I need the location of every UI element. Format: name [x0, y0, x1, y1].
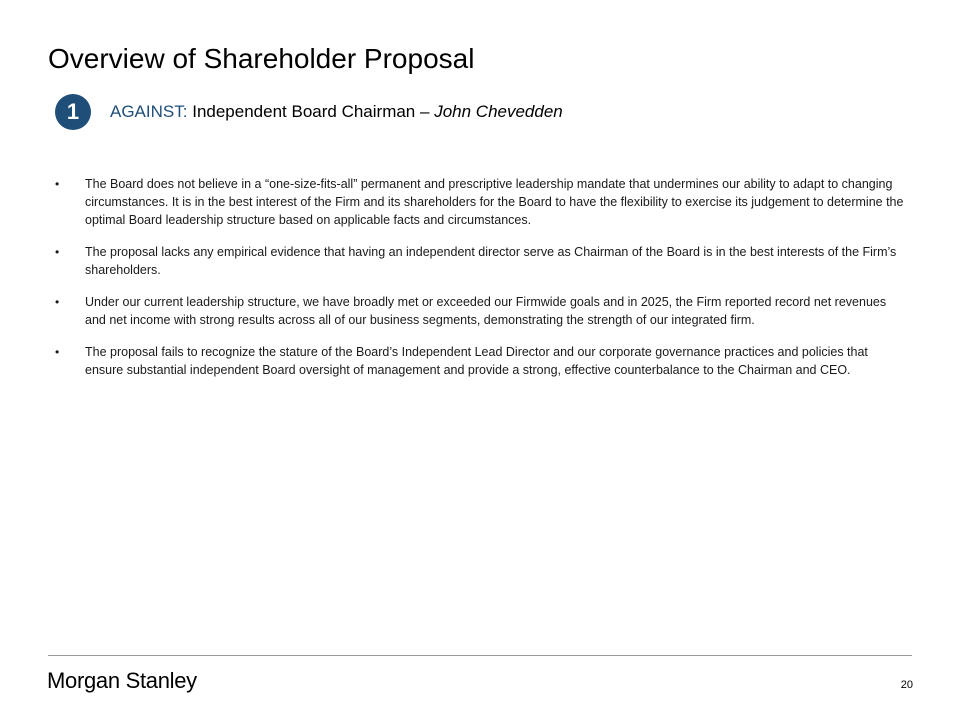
vote-recommendation: AGAINST: [110, 102, 183, 121]
list-item: [54, 343, 904, 379]
bullet-text: The proposal lacks any empirical evidence that having an independent director serve as Chairman of the Board is in the best interests of the Firm’s shareholders.: [85, 245, 897, 277]
proposal-header: [55, 94, 563, 130]
bullet-icon: •: [55, 295, 60, 309]
proposal-title: [110, 101, 563, 123]
bullet-text: The proposal fails to recognize the stature of the Board’s Independent Lead Director and our corporate governance practices and policies that ensure substantial independent Board oversight of management and provide a strong, effective counterbalance to the Chairman and CEO.: [85, 345, 868, 377]
bullet-text: The Board does not believe in a “one-size-fits-all” permanent and prescriptive leadership mandate that undermines our ability to adapt to changing circumstances. It is in the best interest of the Firm and its shareholders for the Board to have the flexibility to exercise its judgement to determine the optimal Board leadership structure based on applicable facts and circumstances.: [85, 177, 904, 227]
vote-separator: :: [182, 102, 188, 121]
bullet-icon: •: [55, 345, 60, 359]
proposal-number-badge: 1: [55, 94, 91, 130]
bullet-list: [54, 175, 904, 393]
proposal-dash: –: [420, 102, 430, 121]
footer-divider: [48, 655, 912, 656]
page-number: 20: [900, 679, 913, 691]
list-item: [54, 175, 904, 229]
bullet-text: Under our current leadership structure, we have broadly met or exceeded our Firmwide goals and in 2025, the Firm reported record net revenues and net income with strong results across all of our business segments, demonstrating the strength of our integrated firm.: [85, 295, 887, 327]
list-item: [54, 243, 904, 279]
bullet-icon: •: [55, 245, 60, 259]
page-title: Overview of Shareholder Proposal: [48, 43, 475, 74]
list-item: [54, 293, 904, 329]
proponent-name: John Chevedden: [434, 102, 563, 121]
company-logo: Morgan Stanley: [47, 668, 197, 693]
proposal-name: Independent Board Chairman: [192, 102, 416, 121]
bullet-icon: •: [55, 177, 60, 191]
